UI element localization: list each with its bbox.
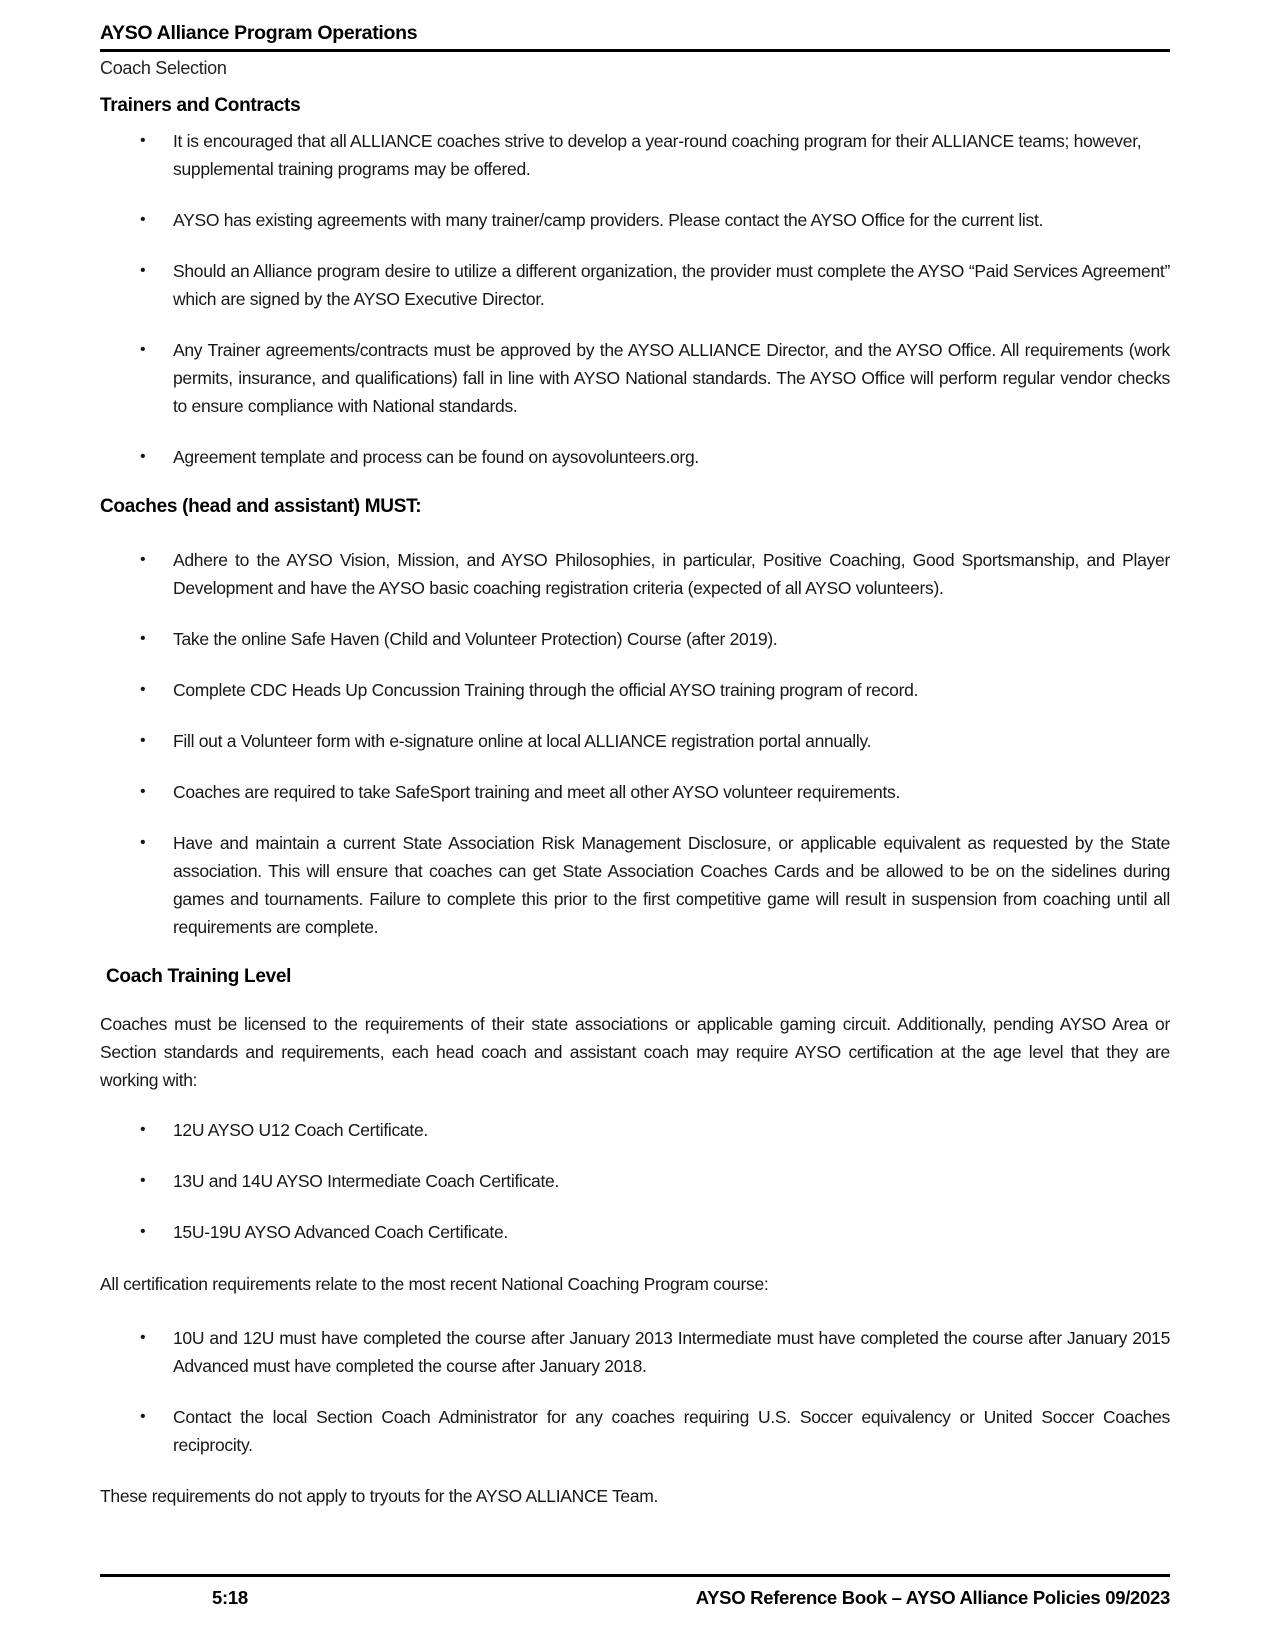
list-item-text: 12U AYSO U12 Coach Certificate. [173, 1120, 428, 1140]
list-item-text: Any Trainer agreements/contracts must be approved by the AYSO ALLIANCE Director, and the AYSO Office. All requirements (work permits, insurance, and qualifications) fall in line with AYSO National standards. The AYSO Office will perform regular vendor checks to ensure compliance with National standards. [173, 340, 1170, 416]
bullet-icon: • [140, 1408, 146, 1425]
certificate-bullet-list [100, 1116, 1170, 1246]
list-item [100, 1218, 1170, 1246]
list-item [100, 443, 1170, 471]
bullet-icon: • [140, 262, 146, 279]
heading-trainers-contracts: Trainers and Contracts [100, 95, 301, 116]
list-item-text: Should an Alliance program desire to utilize a different organization, the provider must complete the AYSO “Paid Services Agreement” which are signed by the AYSO Executive Director. [173, 261, 1170, 309]
list-item [100, 257, 1170, 313]
list-item-text: 10U and 12U must have completed the course after January 2013 Intermediate must have completed the course after January 2015 Advanced must have completed the course after January 2018. [173, 1328, 1170, 1376]
list-item [100, 727, 1170, 755]
list-item-text: Fill out a Volunteer form with e-signature online at local ALLIANCE registration portal annually. [173, 731, 872, 751]
section-subtitle: Coach Selection [100, 58, 227, 78]
page-header [100, 20, 1170, 81]
page-number: 5:18 [212, 1587, 248, 1608]
bullet-icon: • [140, 834, 146, 851]
course-bullet-list [100, 1324, 1170, 1459]
list-item [100, 1116, 1170, 1144]
list-item [100, 206, 1170, 234]
bullet-icon: • [140, 341, 146, 358]
heading-coach-training-level: Coach Training Level [106, 966, 292, 987]
list-item [100, 778, 1170, 806]
bullet-icon: • [140, 551, 146, 568]
list-item [100, 1167, 1170, 1195]
trainers-bullet-list [100, 127, 1170, 471]
list-item-text: It is encouraged that all ALLIANCE coaches strive to develop a year-round coaching program for their ALLIANCE teams; however, supplemental training programs may be offered. [173, 131, 1142, 179]
coaches-must-bullet-list [100, 546, 1170, 941]
list-item [100, 336, 1170, 420]
list-item-text: Complete CDC Heads Up Concussion Training through the official AYSO training program of record. [173, 680, 919, 700]
reference-title: AYSO Reference Book – AYSO Alliance Policies 09/2023 [695, 1587, 1170, 1608]
list-item [100, 127, 1170, 183]
document-title: AYSO Alliance Program Operations [100, 22, 418, 44]
bullet-icon: • [140, 783, 146, 800]
list-item-text: 15U-19U AYSO Advanced Coach Certificate. [173, 1222, 508, 1242]
heading-coaches-must: Coaches (head and assistant) MUST: [100, 496, 422, 517]
list-item-text: Have and maintain a current State Association Risk Management Disclosure, or applicable equivalent as requested by the State association. This will ensure that coaches can get State Association Coaches Cards and be allowed to be on the sidelines during games and tournaments. Failure to complete this prior to the first competitive game will result in suspension from coaching until all requirements are complete. [173, 833, 1170, 937]
list-item [100, 676, 1170, 704]
closing-note: These requirements do not apply to tryouts for the AYSO ALLIANCE Team. [100, 1486, 659, 1506]
bullet-icon: • [140, 1121, 146, 1138]
list-item-text: Contact the local Section Coach Administrator for any coaches requiring U.S. Soccer equivalency or United Soccer Coaches reciprocity. [173, 1407, 1170, 1455]
bullet-icon: • [140, 132, 146, 149]
header-rule [100, 49, 1170, 52]
bullet-icon: • [140, 211, 146, 228]
list-item [100, 1324, 1170, 1380]
page-footer [100, 1574, 1170, 1612]
list-item-text: Agreement template and process can be found on aysovolunteers.org. [173, 447, 699, 467]
list-item-text: AYSO has existing agreements with many trainer/camp providers. Please contact the AYSO Office for the current list. [173, 210, 1044, 230]
bullet-icon: • [140, 732, 146, 749]
bullet-icon: • [140, 1223, 146, 1240]
bullet-icon: • [140, 630, 146, 647]
list-item [100, 625, 1170, 653]
bullet-icon: • [140, 1329, 146, 1346]
list-item-text: 13U and 14U AYSO Intermediate Coach Certificate. [173, 1171, 560, 1191]
list-item-text: Coaches are required to take SafeSport training and meet all other AYSO volunteer requirements. [173, 782, 901, 802]
training-level-intro: Coaches must be licensed to the requirements of their state associations or applicable gaming circuit. Additionally, pending AYSO Area or Section standards and requirements, each head coach and assistant coach may require AYSO certification at the age level that they are working with: [100, 1014, 1170, 1090]
list-item [100, 829, 1170, 941]
bullet-icon: • [140, 681, 146, 698]
list-item-text: Take the online Safe Haven (Child and Volunteer Protection) Course (after 2019). [173, 629, 778, 649]
bullet-icon: • [140, 448, 146, 465]
list-item [100, 1403, 1170, 1459]
list-item [100, 546, 1170, 602]
bullet-icon: • [140, 1172, 146, 1189]
certification-note: All certification requirements relate to the most recent National Coaching Program course: [100, 1274, 769, 1294]
list-item-text: Adhere to the AYSO Vision, Mission, and AYSO Philosophies, in particular, Positive Coaching, Good Sportsmanship, and Player Development and have the AYSO basic coaching registration criteria (expected of all AYSO volunteers). [173, 550, 1170, 598]
